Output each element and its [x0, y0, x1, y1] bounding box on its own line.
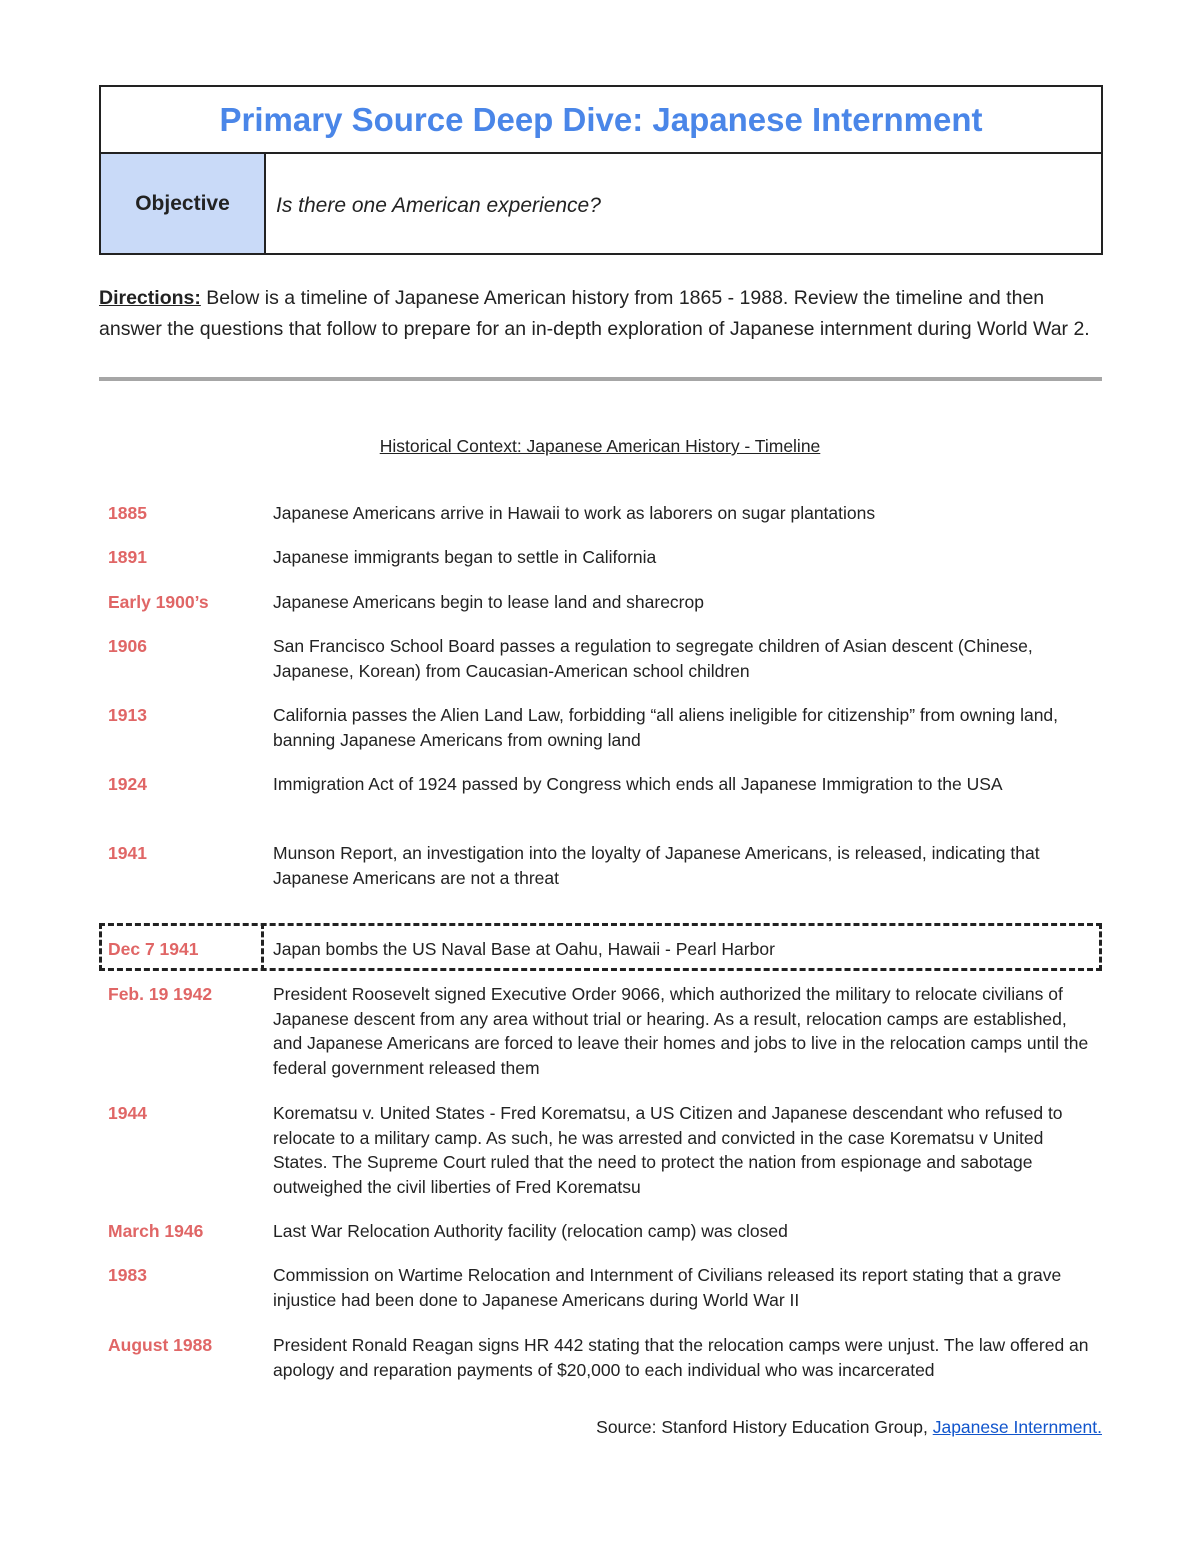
timeline-entry	[108, 1263, 1098, 1312]
timeline-entry	[108, 1101, 1098, 1199]
entry-text: Last War Relocation Authority facility (relocation camp) was closed	[273, 1221, 788, 1241]
entry-text: San Francisco School Board passes a regulation to segregate children of Asian descent (Chinese, Japanese, Korean) from Caucasian-American school children	[273, 636, 1033, 681]
timeline-entry	[108, 545, 1098, 570]
source-prefix: Source: Stanford History Education Group,	[596, 1417, 933, 1437]
entry-date: 1906	[108, 636, 147, 656]
entry-date: 1913	[108, 705, 147, 725]
entry-date: March 1946	[108, 1221, 204, 1241]
entry-text: Japanese immigrants began to settle in California	[273, 547, 657, 567]
directions-label: Directions:	[99, 287, 201, 309]
entry-date: 1924	[108, 774, 147, 794]
entry-text: Japanese Americans begin to lease land and sharecrop	[273, 592, 704, 612]
entry-date: 1944	[108, 1103, 147, 1123]
entry-date: 1891	[108, 547, 147, 567]
objective-row	[101, 154, 1101, 253]
directions-text: Below is a timeline of Japanese American history from 1865 - 1988. Review the timeline and then answer the questions that follow to prepare for an in-depth exploration of Japanese internment during World War 2.	[99, 287, 1090, 340]
timeline-entry	[108, 841, 1098, 890]
entry-text: President Roosevelt signed Executive Order 9066, which authorized the military to relocate civilians of Japanese descent from any area without trial or hearing. As a result, relocation camps are established, and Japanese Americans are forced to leave their homes and jobs to live in the relocation camps until the federal government released them	[273, 984, 1089, 1078]
timeline-entry	[108, 1333, 1098, 1382]
timeline-entry	[108, 772, 1098, 797]
timeline-entry	[108, 590, 1098, 615]
entry-text: Japan bombs the US Naval Base at Oahu, Hawaii - Pearl Harbor	[273, 939, 775, 959]
entry-text: Korematsu v. United States - Fred Korematsu, a US Citizen and Japanese descendant who refused to relocate to a military camp. As such, he was arrested and convicted in the case Korematsu v United States. The Supreme Court ruled that the need to protect the nation from espionage and sabotage outweighed the civil liberties of Fred Korematsu	[273, 1103, 1063, 1197]
objective-label: Objective	[101, 154, 266, 253]
timeline-entry	[108, 1219, 1098, 1244]
entry-text: Japanese Americans arrive in Hawaii to work as laborers on sugar plantations	[273, 503, 876, 523]
timeline-entry	[108, 982, 1098, 1080]
entry-date: August 1988	[108, 1335, 213, 1355]
directions	[99, 283, 1099, 345]
entry-date: 1885	[108, 503, 147, 523]
timeline-heading: Historical Context: Japanese American History - Timeline	[379, 436, 821, 456]
timeline-entry	[108, 634, 1098, 683]
page-title: Primary Source Deep Dive: Japanese Internment	[219, 100, 983, 138]
entry-date: Dec 7 1941	[108, 939, 199, 959]
entry-text: President Ronald Reagan signs HR 442 stating that the relocation camps were unjust. The law offered an apology and reparation payments of $20,000 to each individual who was incarcerated	[273, 1335, 1089, 1380]
entry-date: Feb. 19 1942	[108, 984, 213, 1004]
source-link[interactable]: Japanese Internment.	[932, 1417, 1102, 1437]
entry-text: Munson Report, an investigation into the loyalty of Japanese Americans, is released, indicating that Japanese Americans are not a threat	[273, 843, 1040, 888]
timeline-entry	[108, 501, 1098, 526]
entry-text: California passes the Alien Land Law, forbidding “all aliens ineligible for citizenship” from owning land, banning Japanese Americans from owning land	[273, 705, 1059, 750]
divider	[99, 377, 1102, 381]
entry-date: 1941	[108, 843, 147, 863]
entry-text: Commission on Wartime Relocation and Internment of Civilians released its report stating that a grave injustice had been done to Japanese Americans during World War II	[273, 1265, 1062, 1310]
timeline-entry	[108, 703, 1098, 752]
entry-date: Early 1900’s	[108, 592, 209, 612]
title-row	[101, 87, 1101, 154]
objective-text: Is there one American experience?	[276, 194, 601, 217]
source-citation	[596, 1417, 1102, 1438]
timeline-entry-highlighted	[108, 937, 1098, 962]
entry-text: Immigration Act of 1924 passed by Congress which ends all Japanese Immigration to the USA	[273, 774, 1003, 794]
header-box	[99, 85, 1103, 255]
entry-date: 1983	[108, 1265, 147, 1285]
